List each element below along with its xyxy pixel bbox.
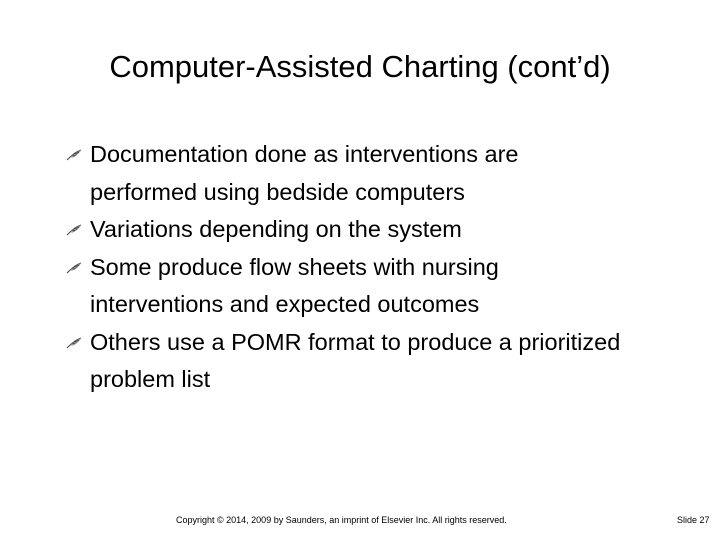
bullet-item: [66, 136, 626, 211]
bullet-item: [66, 249, 626, 324]
bullet-text: Variations depending on the system: [90, 216, 462, 242]
slide-number: Slide 27: [677, 515, 710, 525]
bullet-text: Documentation done as interventions are performed using bedside computers: [90, 141, 519, 205]
feather-quill-icon: [66, 337, 82, 349]
feather-quill-icon: [66, 262, 82, 274]
bullet-text: Others use a POMR format to produce a prioritized problem list: [90, 328, 621, 392]
feather-quill-icon: [66, 149, 82, 161]
footer-copyright: Copyright © 2014, 2009 by Saunders, an imprint of Elsevier Inc. All rights reserved.: [176, 515, 507, 525]
bullet-list: [66, 136, 626, 399]
feather-quill-icon: [66, 224, 82, 236]
bullet-text: Some produce flow sheets with nursing interventions and expected outcomes: [90, 253, 499, 317]
slide-title: Computer-Assisted Charting (cont’d): [109, 49, 611, 84]
bullet-item: [66, 324, 626, 399]
bullet-item: [66, 211, 626, 249]
